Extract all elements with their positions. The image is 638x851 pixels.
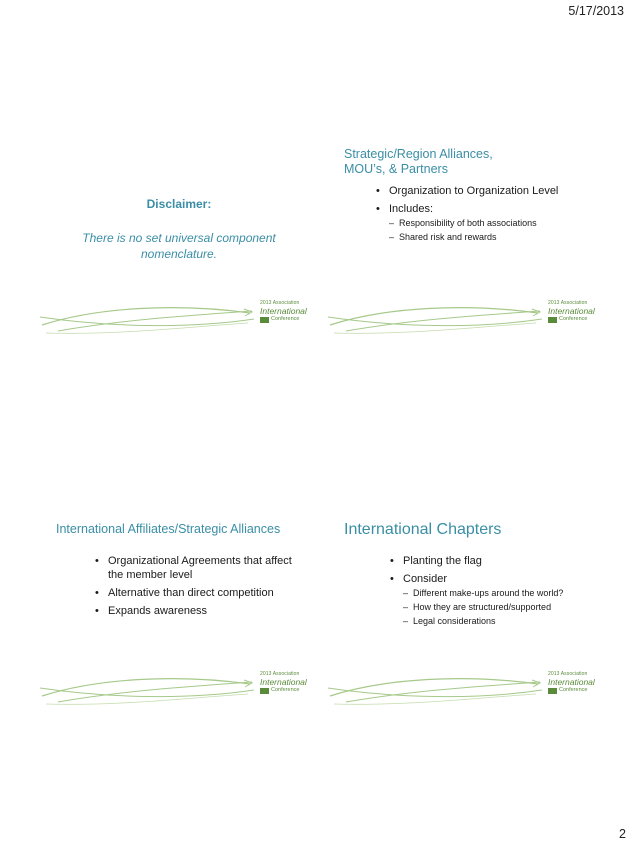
slide-international-chapters — [326, 510, 608, 722]
sub-bullet-list — [403, 588, 580, 627]
list-item: – Shared risk and rewards — [389, 232, 606, 243]
list-item: – Responsibility of both associations — [389, 218, 606, 229]
sub-bullet-list — [389, 218, 606, 243]
list-item: – How they are structured/supported — [403, 602, 580, 613]
list-item: • Organization to Organization Level — [376, 184, 606, 198]
bullet-list — [390, 554, 580, 631]
slide-title: International Affiliates/Strategic Alliances — [56, 522, 281, 536]
disclaimer-text: There is no set universal component nomenclature. — [82, 231, 276, 261]
list-item: • Includes: – Responsibility of both associations – Shared risk and rewards — [376, 202, 606, 243]
list-item: – Legal considerations — [403, 616, 580, 627]
list-item: – Different make-ups around the world? — [403, 588, 580, 599]
conference-logo: 2013 Association International Conference — [548, 300, 595, 322]
slide-title: International Chapters — [344, 521, 502, 538]
list-item: • Planting the flag — [390, 554, 580, 568]
slide-disclaimer — [38, 139, 320, 351]
conference-logo: 2013 Association International Conference — [260, 300, 307, 322]
slide-title: Strategic/Region Alliances, MOU’s, & Partners — [344, 147, 493, 176]
list-item: • Alternative than direct competition — [95, 586, 295, 600]
bullet-list — [95, 554, 295, 622]
conference-logo: 2013 Association International Conference — [260, 671, 307, 693]
slide-international-affiliates — [38, 510, 320, 722]
bullet-list — [376, 184, 606, 247]
list-item: • Consider – Different make-ups around the world? – How they are structured/supported – Legal considerations — [390, 572, 580, 627]
conference-logo: 2013 Association International Conference — [548, 671, 595, 693]
page-number: 2 — [619, 827, 626, 841]
page-date: 5/17/2013 — [568, 4, 624, 18]
list-item: • Organizational Agreements that affect the member level — [95, 554, 295, 582]
list-item: • Expands awareness — [95, 604, 295, 618]
disclaimer-heading: Disclaimer: — [146, 197, 212, 211]
slide-strategic-alliances — [326, 139, 608, 351]
